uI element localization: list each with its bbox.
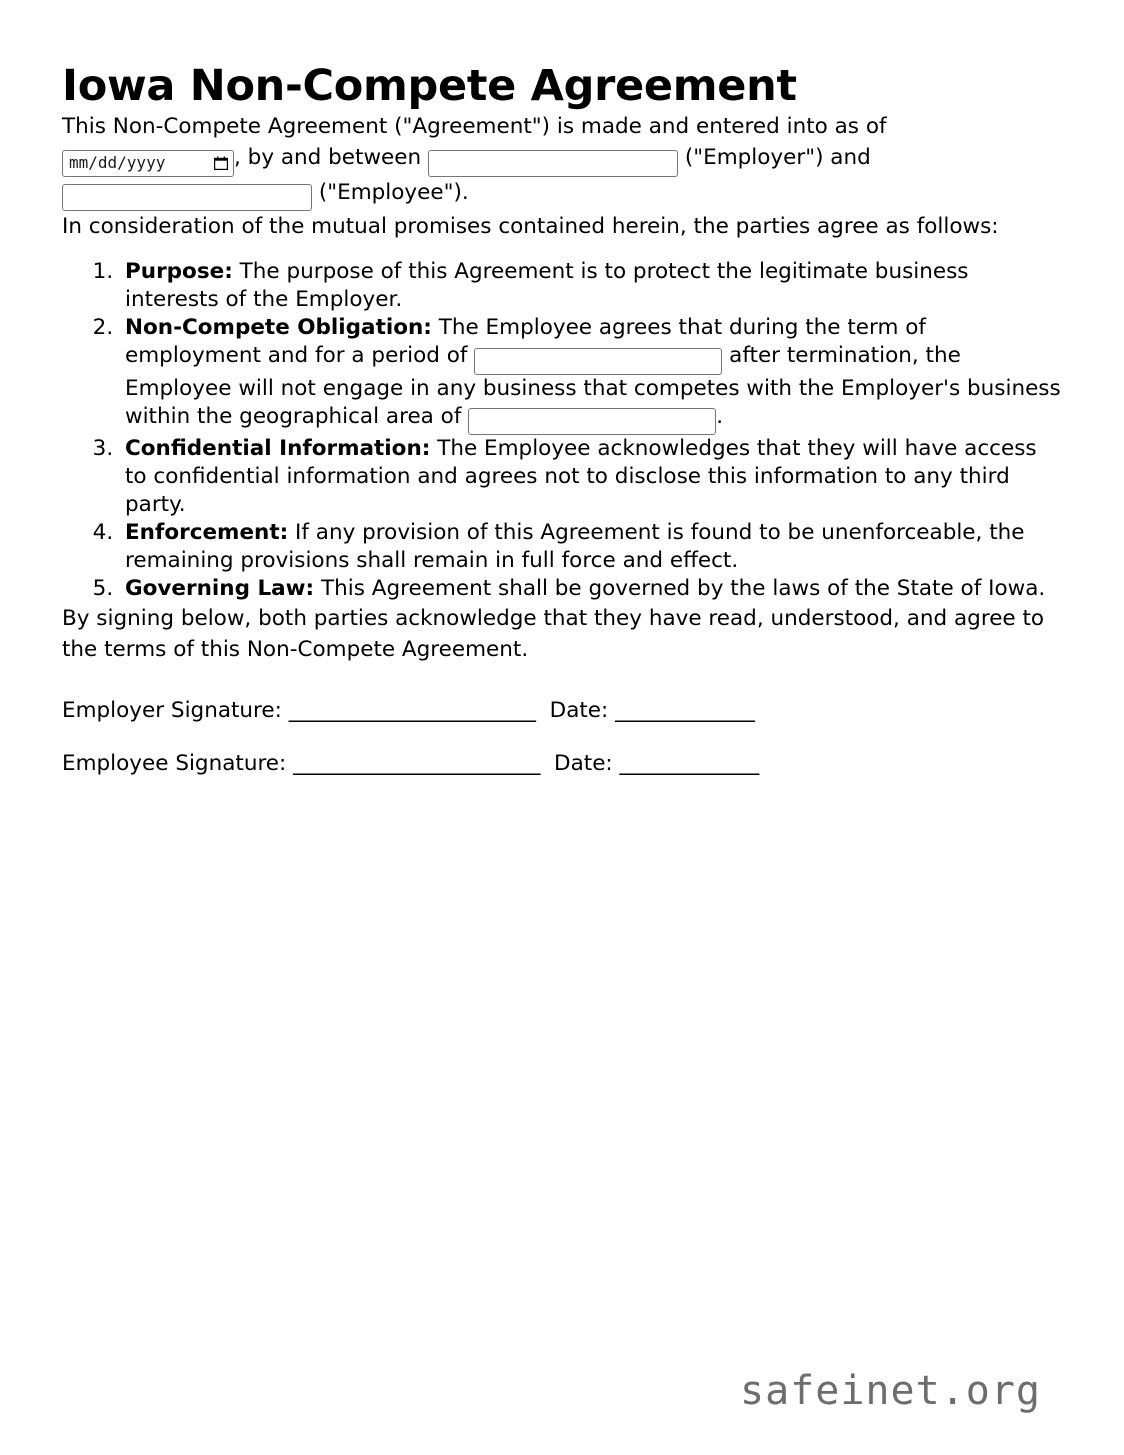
watermark: safeinet.org xyxy=(740,1368,1041,1414)
clause-item-enforcement xyxy=(120,519,1062,575)
clause-term-non-compete-obligation: Non-Compete Obligation: xyxy=(125,315,432,341)
clause-text-confidential-information: The Employee acknowledges that they will have access to confidential information and agrees not to disclose this information to any third party. xyxy=(125,436,1037,518)
clause-item-non-compete-obligation xyxy=(120,314,1062,435)
clause-text-governing-law: This Agreement shall be governed by the laws of the State of Iowa. xyxy=(314,576,1046,602)
geographical-area-input[interactable] xyxy=(468,408,716,435)
clause-text-non-compete-part-1: The Employee agrees that during the term of employment and for a period of xyxy=(125,315,926,369)
employer-name-input[interactable] xyxy=(428,150,678,177)
clause-term-purpose: Purpose: xyxy=(125,259,233,285)
clause-list xyxy=(62,258,1062,603)
employee-name-input[interactable] xyxy=(62,184,312,211)
intro-text-after-employee: ("Employee"). xyxy=(318,179,469,205)
clause-term-governing-law: Governing Law: xyxy=(125,576,315,602)
acknowledgement-paragraph: By signing below, both parties acknowledge that they have read, understood, and agree to the terms of this Non-Compete Agreement. xyxy=(62,606,1045,663)
employee-signature-line: Employee Signature: _______________________ Date: _____________ xyxy=(62,751,760,777)
clause-text-non-compete-part-3: . xyxy=(716,403,724,429)
intro-text-after-employer: ("Employer") and xyxy=(684,145,871,171)
employer-signature-line: Employer Signature: _______________________ Date: _____________ xyxy=(62,698,755,724)
clause-text-enforcement: If any provision of this Agreement is found to be unenforceable, the remaining provisions shall remain in full force and effect. xyxy=(125,520,1025,574)
date-placeholder-text: mm/dd/yyyy xyxy=(69,153,166,173)
consideration-paragraph: In consideration of the mutual promises contained herein, the parties agree as follows: xyxy=(62,214,999,240)
clause-text-purpose: The purpose of this Agreement is to protect the legitimate business interests of the Employer. xyxy=(125,259,969,313)
intro-paragraph xyxy=(62,111,1062,211)
page-title: Iowa Non-Compete Agreement xyxy=(62,61,797,111)
clause-term-confidential-information: Confidential Information: xyxy=(125,436,431,462)
clause-item-governing-law xyxy=(120,575,1062,603)
clause-term-enforcement: Enforcement: xyxy=(125,520,289,546)
intro-text-before-date: This Non-Compete Agreement ("Agreement") is made and entered into as of xyxy=(62,114,887,140)
calendar-icon xyxy=(214,156,228,170)
clause-item-purpose xyxy=(120,258,1062,314)
clause-text-non-compete-part-2: after termination, the Employee will not engage in any business that competes with the Employer's business within the geographical area of xyxy=(125,343,1061,429)
agreement-date-input[interactable] xyxy=(62,150,234,177)
intro-text-after-date: , by and between xyxy=(234,145,422,171)
non-compete-period-input[interactable] xyxy=(474,348,722,375)
clause-item-confidential-information xyxy=(120,435,1062,519)
